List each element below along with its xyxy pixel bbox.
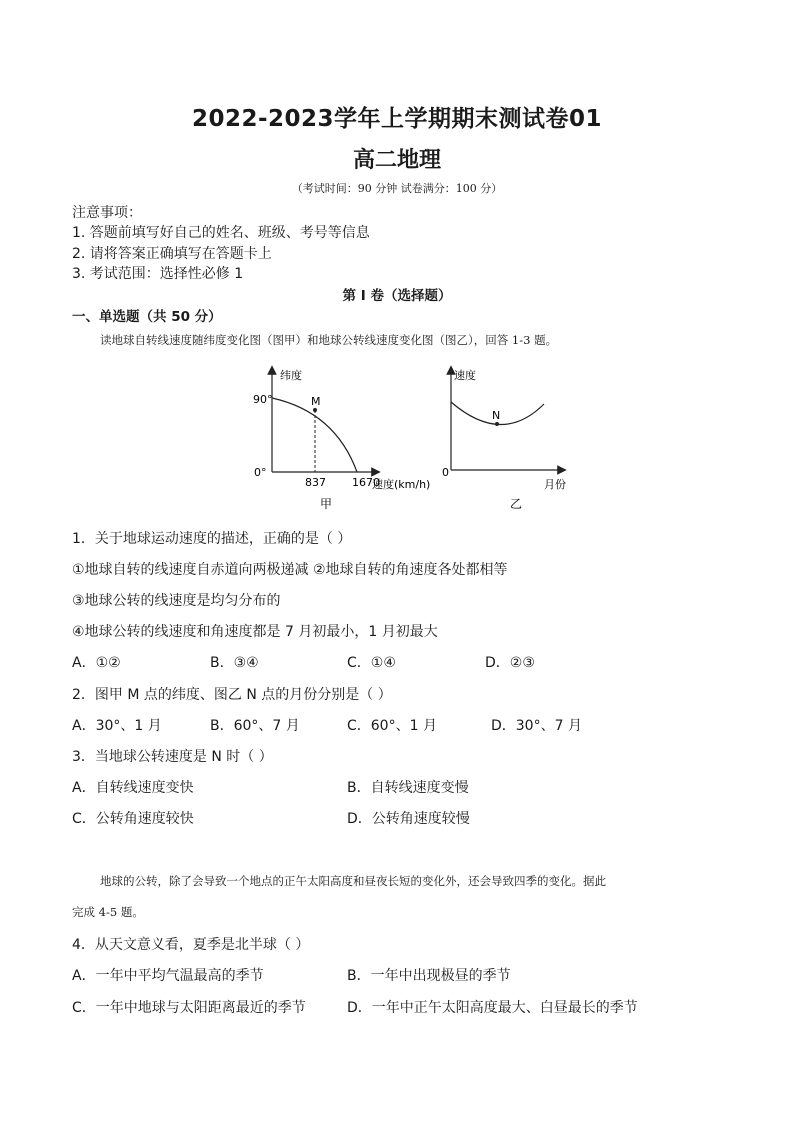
yi-y-label: 速度 bbox=[454, 369, 476, 382]
question-2-stem: 2．图甲 M 点的纬度、图乙 N 点的月份分别是（ ） bbox=[72, 687, 392, 703]
question-4-option-b: B．一年中出现极昼的季节 bbox=[347, 968, 511, 984]
point-m-dot bbox=[313, 408, 317, 412]
notes-heading: 注意事项： bbox=[72, 205, 142, 221]
yi-zero: 0 bbox=[442, 466, 449, 479]
question-3-option-a: A．自转线速度变快 bbox=[72, 780, 194, 796]
intro-1-3: 读地球自转线速度随纬度变化图（图甲）和地球公转线速度变化图（图乙），回答 1-3 题。 bbox=[100, 333, 558, 347]
subject-title: 高二地理 bbox=[352, 148, 441, 173]
question-4-stem: 4．从天文意义看，夏季是北半球（ ） bbox=[72, 937, 310, 953]
exam-title: 2022-2023学年上学期期末测试卷01 bbox=[191, 106, 603, 132]
question-2-option-a: A．30°、1 月 bbox=[72, 718, 162, 734]
question-3-stem: 3．当地球公转速度是 N 时（ ） bbox=[72, 749, 273, 765]
exam-info: （考试时间：90 分钟 试卷满分：100 分） bbox=[291, 182, 503, 195]
figure-speed-charts bbox=[240, 362, 580, 517]
question-1-option-b: B．③④ bbox=[210, 655, 259, 671]
jia-y-top: 90° bbox=[253, 393, 273, 406]
note-item-1: 1. 答题前填写好自己的姓名、班级、考号等信息 bbox=[72, 225, 370, 241]
jia-y-zero: 0° bbox=[254, 466, 267, 479]
question-3-option-d: D．公转角速度较慢 bbox=[347, 811, 470, 827]
point-n-dot bbox=[495, 422, 499, 426]
yi-caption: 乙 bbox=[510, 497, 523, 511]
question-3-option-b: B．自转线速度变慢 bbox=[347, 780, 469, 796]
note-item-3: 3. 考试范围：选择性必修 1 bbox=[72, 266, 244, 282]
point-n-label: N bbox=[492, 409, 501, 422]
question-2-option-b: B．60°、7 月 bbox=[210, 718, 300, 734]
part-heading: 一、单选题（共 50 分） bbox=[72, 309, 222, 325]
question-2-option-c: C．60°、1 月 bbox=[347, 718, 437, 734]
jia-y-label: 纬度 bbox=[280, 369, 302, 382]
yi-x-label: 月份 bbox=[544, 478, 566, 491]
jia-x-label: 速度(km/h) bbox=[372, 478, 431, 491]
question-2-option-d: D．30°、7 月 bbox=[491, 718, 582, 734]
question-1-option-a: A．①② bbox=[72, 655, 121, 671]
question-1-statement-2: ③地球公转的线速度是均匀分布的 bbox=[72, 593, 281, 609]
question-4-option-d: D．一年中正午太阳高度最大、白昼最长的季节 bbox=[347, 1000, 638, 1016]
question-1-stem: 1．关于地球运动速度的描述，正确的是（ ） bbox=[72, 531, 352, 547]
point-m-label: M bbox=[311, 395, 321, 408]
jia-caption: 甲 bbox=[320, 497, 333, 511]
note-item-2: 2. 请将答案正确填写在答题卡上 bbox=[72, 246, 272, 262]
question-1-option-d: D．②③ bbox=[485, 655, 535, 671]
question-1-option-c: C．①④ bbox=[347, 655, 396, 671]
section-title: 第 I 卷（选择题） bbox=[342, 288, 452, 304]
jia-tick-1670: 1670 bbox=[352, 476, 380, 489]
figure-jia bbox=[253, 368, 430, 511]
jia-tick-837: 837 bbox=[305, 476, 326, 489]
intro-4-5-line-1: 地球的公转，除了会导致一个地点的正午太阳高度和昼夜长短的变化外，还会导致四季的变化。据此 bbox=[100, 874, 606, 888]
question-3-option-c: C．公转角速度较快 bbox=[72, 811, 194, 827]
intro-4-5-line-2: 完成 4-5 题。 bbox=[72, 905, 144, 919]
figure-yi bbox=[442, 368, 566, 511]
question-4-option-c: C．一年中地球与太阳距离最近的季节 bbox=[72, 1000, 306, 1016]
question-1-statement-3: ④地球公转的线速度和角速度都是 7 月初最小，1 月初最大 bbox=[72, 624, 438, 640]
question-4-option-a: A．一年中平均气温最高的季节 bbox=[72, 968, 264, 984]
question-1-statement-1: ①地球自转的线速度自赤道向两极递减 ②地球自转的角速度各处都相等 bbox=[72, 562, 508, 578]
